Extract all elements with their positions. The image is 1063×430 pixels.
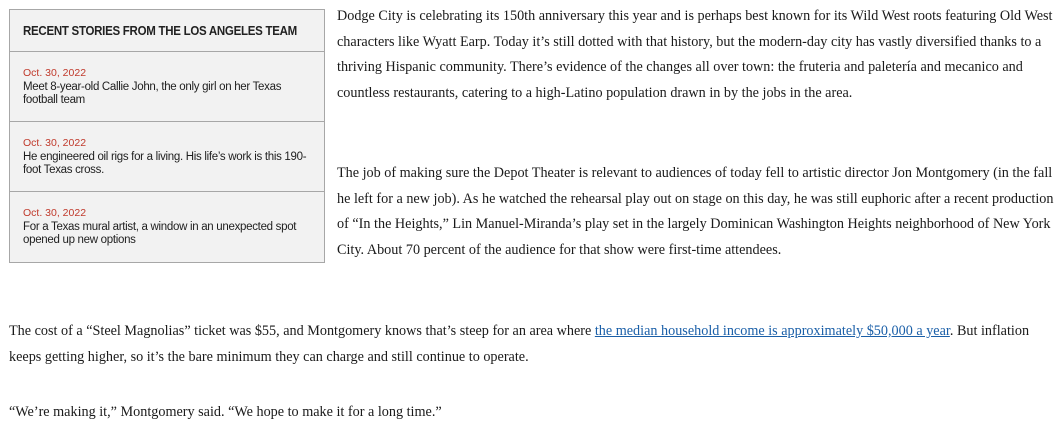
story-title-link[interactable]: For a Texas mural artist, a window in an unexpected spot opened up new options bbox=[23, 221, 297, 246]
story-date: Oct. 30, 2022 bbox=[23, 137, 87, 149]
article-paragraph bbox=[9, 319, 1059, 370]
article-paragraph: Dodge City is celebrating its 150th anniversary this year and is perhaps best known for its Wild West roots featuring Old West characters like Wyatt Earp. Today it’s still dotted with that history, but the modern-day city has vastly diversified thanks to a thriving Hispanic community. There’s evidence of the changes all over town: the fruteria and paletería and mecanico and countless restaurants, catering to a high-Latino population drawn in by the jobs in the area. bbox=[337, 8, 1053, 101]
article-paragraph: The job of making sure the Depot Theater is relevant to audiences of today fell to artistic director Jon Montgomery (in the fall he left for a new job). As he watched the rehearsal play out on stage on this day, he was still euphoric after a recent production of “In the Heights,” Lin Manuel-Miranda’s play set in the largely Dominican Washington Heights neighborhood of New York City. About 70 percent of the audience for that show were first-time attendees. bbox=[337, 165, 1054, 258]
paragraph-text: . But inflation keeps getting higher, so it’s the bare minimum they can charge and still continue to operate. bbox=[9, 323, 1030, 365]
article-paragraph: “We’re making it,” Montgomery said. “We hope to make it for a long time.” bbox=[9, 404, 442, 420]
story-title-link[interactable]: He engineered oil rigs for a living. His life’s work is this 190-foot Texas cross. bbox=[23, 151, 307, 176]
story-date: Oct. 30, 2022 bbox=[23, 207, 87, 219]
median-income-link[interactable]: the median household income is approximately $50,000 a year bbox=[594, 323, 950, 339]
story-date: Oct. 30, 2022 bbox=[23, 67, 87, 79]
story-item[interactable] bbox=[10, 192, 324, 262]
story-item[interactable] bbox=[10, 122, 324, 192]
story-item[interactable] bbox=[10, 52, 324, 122]
paragraph-text: The cost of a “Steel Magnolias” ticket was $55, and Montgomery knows that’s steep for an area where bbox=[9, 323, 595, 339]
sidebar-heading bbox=[10, 10, 324, 52]
sidebar-heading-text: RECENT STORIES FROM THE LOS ANGELES TEAM bbox=[23, 23, 297, 38]
story-title-link[interactable]: Meet 8-year-old Callie John, the only girl on her Texas football team bbox=[23, 81, 282, 106]
recent-stories-sidebar bbox=[9, 9, 325, 263]
